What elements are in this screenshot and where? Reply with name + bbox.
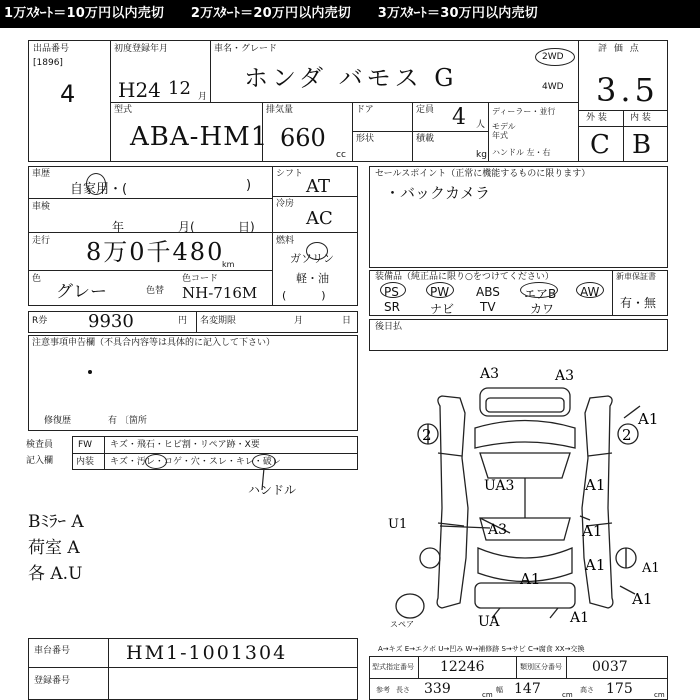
mark-a1-bottom: A1 — [570, 610, 590, 626]
history-label: 車歴 — [32, 169, 51, 179]
rating-label: 評 価 点 — [598, 44, 641, 54]
inspector-fw: FW — [78, 440, 93, 450]
mark-a1-right-front: A1 — [638, 410, 659, 428]
rating-value: 3.5 — [596, 71, 659, 109]
equip-aw-circle — [576, 282, 604, 298]
selling-points-block — [369, 166, 668, 268]
equip-airbag-circle — [520, 282, 558, 298]
fuel-value: ガソリン — [290, 252, 334, 265]
class-number-label: 類別区分番号 — [520, 663, 562, 671]
length-label: 長さ — [396, 686, 410, 694]
inspector-label-1: 検査員 — [26, 440, 54, 450]
model-year-label: モデル 年式 — [492, 122, 516, 140]
spare-label: スペア — [390, 620, 414, 629]
fuel-paren: ( ) — [282, 289, 326, 302]
equip-sr: SR — [384, 300, 400, 314]
tire-mark-right: 2 — [622, 426, 632, 444]
model-value: ABA-HM1 — [130, 122, 269, 152]
equip-tv: TV — [480, 300, 496, 314]
class-number-value: 0037 — [592, 659, 628, 675]
capacity-label: 定員 — [416, 105, 435, 115]
selling-points-label: セールスポイント（正常に機能するものに限ります） — [375, 169, 591, 179]
banner-item-1: 1万ｽﾀｰﾄ＝10万円以内売切 — [4, 6, 165, 21]
reference-label: 参考 — [376, 686, 390, 694]
displacement-value: 660 — [280, 124, 326, 152]
color-value: グレー — [56, 282, 107, 302]
height-value: 175 — [606, 681, 633, 697]
auction-banner — [0, 0, 700, 28]
drive-2wd: 2WD — [542, 52, 564, 62]
mark-a1-rear-center: A1 — [520, 570, 541, 588]
width-value: 147 — [514, 681, 541, 697]
mark-ua3: UA3 — [484, 478, 515, 494]
first-registration-label: 初度登録年月 — [114, 44, 169, 54]
note-mirror: Bﾐﾗｰ A — [28, 512, 84, 532]
after-pay-block — [369, 319, 668, 351]
month-unit: 月 — [198, 92, 208, 102]
equip-ps: PS — [384, 285, 399, 299]
notes-label: 注意事項申告欄（不具合内容等は具体的に記入して下さい） — [32, 338, 276, 348]
inspection-year-label: 年 — [112, 220, 125, 234]
lot-number: 4 — [60, 80, 76, 108]
notes-block — [28, 335, 358, 431]
recycle-label: R券 — [32, 316, 48, 326]
handle-annotation: ハンドル — [248, 483, 297, 497]
width-unit: cm — [562, 691, 573, 699]
note-cargo: 荷室 A — [28, 538, 80, 558]
fuel-label: 燃料 — [276, 236, 295, 246]
shape-label: 形状 — [356, 134, 375, 144]
note-various: 各 A.U — [28, 564, 83, 584]
exterior-grade: C — [590, 130, 610, 160]
interior-label: 内 装 — [630, 113, 651, 123]
equip-airbag: エアB — [524, 287, 557, 301]
mark-a1-right-mid: A1 — [585, 476, 606, 494]
repair-history-value: 有 〔箇所 — [108, 416, 147, 426]
height-label: 高さ — [580, 686, 594, 694]
inspector-interior: 内装 — [76, 457, 95, 467]
fuel-options: 軽・油 — [296, 272, 329, 285]
mark-a3-center: A3 — [488, 522, 508, 538]
history-value: 自家用・( — [70, 182, 128, 197]
capacity-value: 4 — [452, 105, 466, 130]
name-change-month: 月 — [294, 316, 304, 326]
ac-value: AC — [306, 208, 333, 229]
after-pay-label: 後日払 — [375, 322, 403, 332]
color-label: 色 — [32, 274, 42, 284]
first-registration-year: H24 — [118, 78, 161, 102]
inspection-label: 車検 — [32, 202, 51, 212]
warranty-label: 新車保証書 — [616, 272, 656, 281]
damage-diagram — [380, 358, 680, 626]
shift-label: シフト — [276, 169, 304, 179]
mark-a1-right-rear: A1 — [582, 522, 603, 540]
lot-code: [1896] — [33, 58, 63, 68]
exterior-label: 外 装 — [586, 113, 607, 123]
color-shade-label: 色替 — [146, 286, 165, 296]
diagram-legend: A→キズ E→エクボ U→凹み W→補修跡 S→サビ C→腐食 XX→交換 — [378, 645, 585, 653]
recycle-yen: 円 — [178, 316, 188, 326]
length-unit: cm — [482, 691, 493, 699]
registration-label: 登録番号 — [34, 676, 71, 686]
equip-leather: カワ — [530, 302, 555, 316]
cc-unit: cc — [336, 150, 346, 160]
mark-a1-rear-quarter: A1 — [585, 556, 606, 574]
color-code-label: 色コード — [182, 274, 219, 284]
inspector-row-1: キズ・飛石・ヒビ割・リペア跡・X要 — [110, 440, 260, 450]
equip-abs: ABS — [476, 285, 500, 299]
banner-item-2: 2万ｽﾀｰﾄ＝20万円以内売切 — [190, 6, 352, 21]
selling-points-value: ・バックカメラ — [385, 184, 491, 202]
mark-u1: U1 — [388, 517, 408, 532]
width-label: 幅 — [496, 686, 503, 694]
model-label: 型式 — [114, 105, 133, 115]
mark-a1-extra: A1 — [642, 561, 660, 576]
capacity-unit: 人 — [476, 120, 486, 130]
mark-ua-bottom: UA — [478, 614, 500, 626]
equip-aw: AW — [580, 285, 600, 299]
door-label: ドア — [356, 105, 374, 115]
inspection-month-label: 月( — [178, 220, 195, 234]
model-designation-value: 12246 — [440, 659, 485, 675]
mark-a1-rear-right: A1 — [632, 590, 653, 608]
equip-pw: PW — [430, 285, 450, 299]
inspection-day-label: 日) — [238, 220, 255, 234]
banner-item-3: 3万ｽﾀｰﾄ＝30万円以内売切 — [377, 6, 538, 21]
car-name-value: ホンダ バモス G — [244, 64, 458, 92]
recycle-value: 9930 — [88, 311, 134, 332]
drive-4wd: 4WD — [542, 82, 564, 92]
color-code-value: NH-716M — [182, 284, 258, 302]
interior-grade: B — [632, 130, 652, 160]
mark-a3-top-right: A3 — [555, 368, 575, 384]
equip-ps-circle — [380, 282, 406, 298]
shift-value: AT — [306, 176, 331, 197]
name-change-label: 名変期限 — [200, 316, 237, 326]
steering-label: ハンドル 左・右 — [492, 148, 551, 157]
chassis-label: 車台番号 — [34, 646, 71, 656]
recycle-row — [28, 311, 358, 333]
kg-unit: kg — [476, 150, 487, 160]
km-unit: km — [222, 260, 235, 269]
mark-a3-top-left: A3 — [480, 366, 500, 382]
length-value: 339 — [424, 681, 451, 697]
height-unit: cm — [654, 691, 665, 699]
mileage-label: 走行 — [32, 236, 51, 246]
inspector-label-2: 記入欄 — [26, 456, 54, 466]
chassis-value: HM1-1001304 — [126, 642, 288, 664]
inspector-row-2: キズ・汚レ・コゲ・穴・スレ・キレ・破レ — [110, 457, 281, 467]
dealer-label: ディーラー・並行 — [492, 107, 556, 116]
name-change-day: 日 — [342, 316, 352, 326]
model-designation-label: 型式指定番号 — [372, 663, 414, 671]
ac-label: 冷房 — [276, 199, 295, 209]
equipment-label: 装備品（純正品に限り○をつけてください） — [375, 272, 554, 282]
tire-mark-left: 2 — [422, 426, 432, 444]
first-registration-month: 12 — [168, 78, 191, 99]
equip-navi: ナビ — [430, 302, 455, 316]
car-name-label: 車名・グレード — [214, 44, 278, 54]
loading-label: 積載 — [416, 134, 435, 144]
equip-pw-circle — [426, 282, 454, 298]
displacement-label: 排気量 — [266, 105, 294, 115]
lot-number-label: 出品番号 — [33, 44, 70, 54]
mileage-value: 8万0千480 — [86, 238, 225, 266]
warranty-options: 有・無 — [620, 296, 657, 310]
repair-history-label: 修復歴 — [44, 416, 72, 426]
